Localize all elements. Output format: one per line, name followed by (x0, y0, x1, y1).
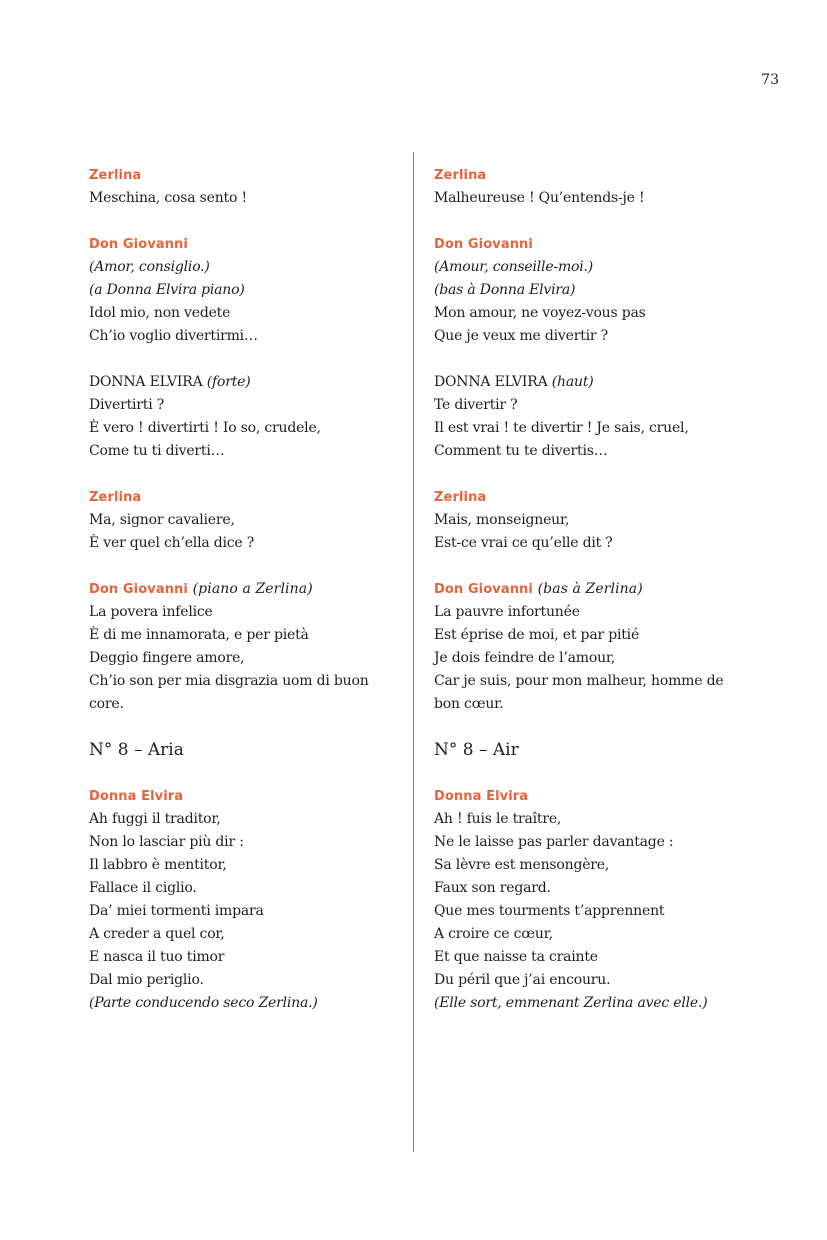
speaker-name: Zerlina (89, 168, 142, 183)
verse-line: Ch’io son per mia disgrazia uom di buon (89, 673, 369, 689)
stage-direction: (Amour, conseille-moi.) (434, 259, 594, 275)
speaker-name: Don Giovanni (89, 237, 188, 252)
speaker-name: Zerlina (89, 490, 142, 505)
stage-direction: (Elle sort, emmenant Zerlina avec elle.) (434, 995, 708, 1011)
verse-line: Comment tu te divertis… (434, 443, 608, 459)
verse-line: E nasca il tuo timor (89, 949, 225, 965)
verse-line: Que mes tourments t’apprennent (434, 903, 665, 919)
dialogue-block (434, 164, 754, 210)
verse-line: Divertirti ? (89, 397, 165, 413)
speaker-name: Donna Elvira (434, 789, 529, 804)
dialogue-block (89, 785, 389, 1015)
verse-line: Que je veux me divertir ? (434, 328, 608, 344)
section-heading: N° 8 – Aria (89, 740, 184, 760)
verse-line: È vero ! divertirti ! Io so, crudele, (89, 420, 321, 436)
dialogue-block (434, 371, 754, 463)
speaker-name: Zerlina (434, 168, 487, 183)
stage-direction: (forte) (206, 374, 251, 390)
verse-line: È ver quel ch’ella dice ? (89, 535, 255, 551)
verse-line: Ma, signor cavaliere, (89, 512, 235, 528)
verse-line: Fallace il ciglio. (89, 880, 197, 896)
verse-line: A croire ce cœur, (434, 926, 553, 942)
verse-line: Ah fuggi il traditor, (89, 811, 221, 827)
verse-line: Non lo lasciar più dir : (89, 834, 244, 850)
dialogue-block (89, 486, 389, 555)
verse-line: Idol mio, non vedete (89, 305, 231, 321)
dialogue-block (89, 233, 389, 348)
section-heading: N° 8 – Air (434, 740, 519, 760)
verse-line: La pauvre infortunée (434, 604, 580, 620)
verse-line: Est éprise de moi, et par pitié (434, 627, 640, 643)
verse-line: Ah ! fuis le traître, (434, 811, 562, 827)
speaker-line (89, 371, 389, 394)
verse-line: Du péril que j’ai encouru. (434, 972, 611, 988)
speaker-name: Don Giovanni (434, 237, 533, 252)
speaker-line (434, 371, 754, 394)
verse-line: Malheureuse ! Qu’entends-je ! (434, 190, 645, 206)
verse-line: Il labbro è mentitor, (89, 857, 227, 873)
verse-line: Faux son regard. (434, 880, 551, 896)
stage-direction: (piano a Zerlina) (192, 581, 313, 597)
speaker-name: Don Giovanni (434, 582, 533, 597)
verse-line: Et que naisse ta crainte (434, 949, 598, 965)
dialogue-block (89, 164, 389, 210)
verse-line: Da’ miei tormenti impara (89, 903, 264, 919)
page-number: 73 (761, 72, 779, 88)
verse-line: Te divertir ? (434, 397, 518, 413)
verse-line: Je dois feindre de l’amour, (434, 650, 616, 666)
speaker-name: DONNA ELVIRA (434, 374, 548, 390)
verse-line: È di me innamorata, e per pietà (89, 627, 309, 643)
speaker-name: DONNA ELVIRA (89, 374, 203, 390)
dialogue-block (434, 233, 754, 348)
dialogue-block (434, 486, 754, 555)
verse-line: A creder a quel cor, (89, 926, 225, 942)
dialogue-block (434, 785, 754, 1015)
speaker-line (434, 578, 754, 601)
stage-direction: (Parte conducendo seco Zerlina.) (89, 995, 318, 1011)
speaker-name: Don Giovanni (89, 582, 188, 597)
verse-line: core. (89, 696, 124, 712)
verse-line: Car je suis, pour mon malheur, homme de (434, 673, 724, 689)
stage-direction: (bas à Zerlina) (537, 581, 643, 597)
column-divider (413, 152, 414, 1152)
verse-line: Mais, monseigneur, (434, 512, 570, 528)
dialogue-block (89, 371, 389, 463)
italian-column (89, 164, 389, 1038)
dialogue-block (434, 578, 754, 716)
speaker-line (89, 578, 389, 601)
verse-line: Il est vrai ! te divertir ! Je sais, cruel, (434, 420, 689, 436)
stage-direction: (bas à Donna Elvira) (434, 282, 576, 298)
stage-direction: (Amor, consiglio.) (89, 259, 210, 275)
verse-line: Sa lèvre est mensongère, (434, 857, 610, 873)
verse-line: Meschina, cosa sento ! (89, 190, 247, 206)
speaker-name: Donna Elvira (89, 789, 184, 804)
verse-line: Come tu ti diverti… (89, 443, 225, 459)
verse-line: Ne le laisse pas parler davantage : (434, 834, 674, 850)
verse-line: bon cœur. (434, 696, 504, 712)
stage-direction: (a Donna Elvira piano) (89, 282, 245, 298)
verse-line: La povera infelice (89, 604, 213, 620)
french-column (434, 164, 754, 1038)
speaker-name: Zerlina (434, 490, 487, 505)
verse-line: Dal mio periglio. (89, 972, 204, 988)
verse-line: Est-ce vrai ce qu’elle dit ? (434, 535, 613, 551)
verse-line: Deggio fingere amore, (89, 650, 245, 666)
stage-direction: (haut) (551, 374, 594, 390)
verse-line: Ch’io voglio divertirmi… (89, 328, 258, 344)
dialogue-block (89, 578, 389, 716)
verse-line: Mon amour, ne voyez-vous pas (434, 305, 646, 321)
